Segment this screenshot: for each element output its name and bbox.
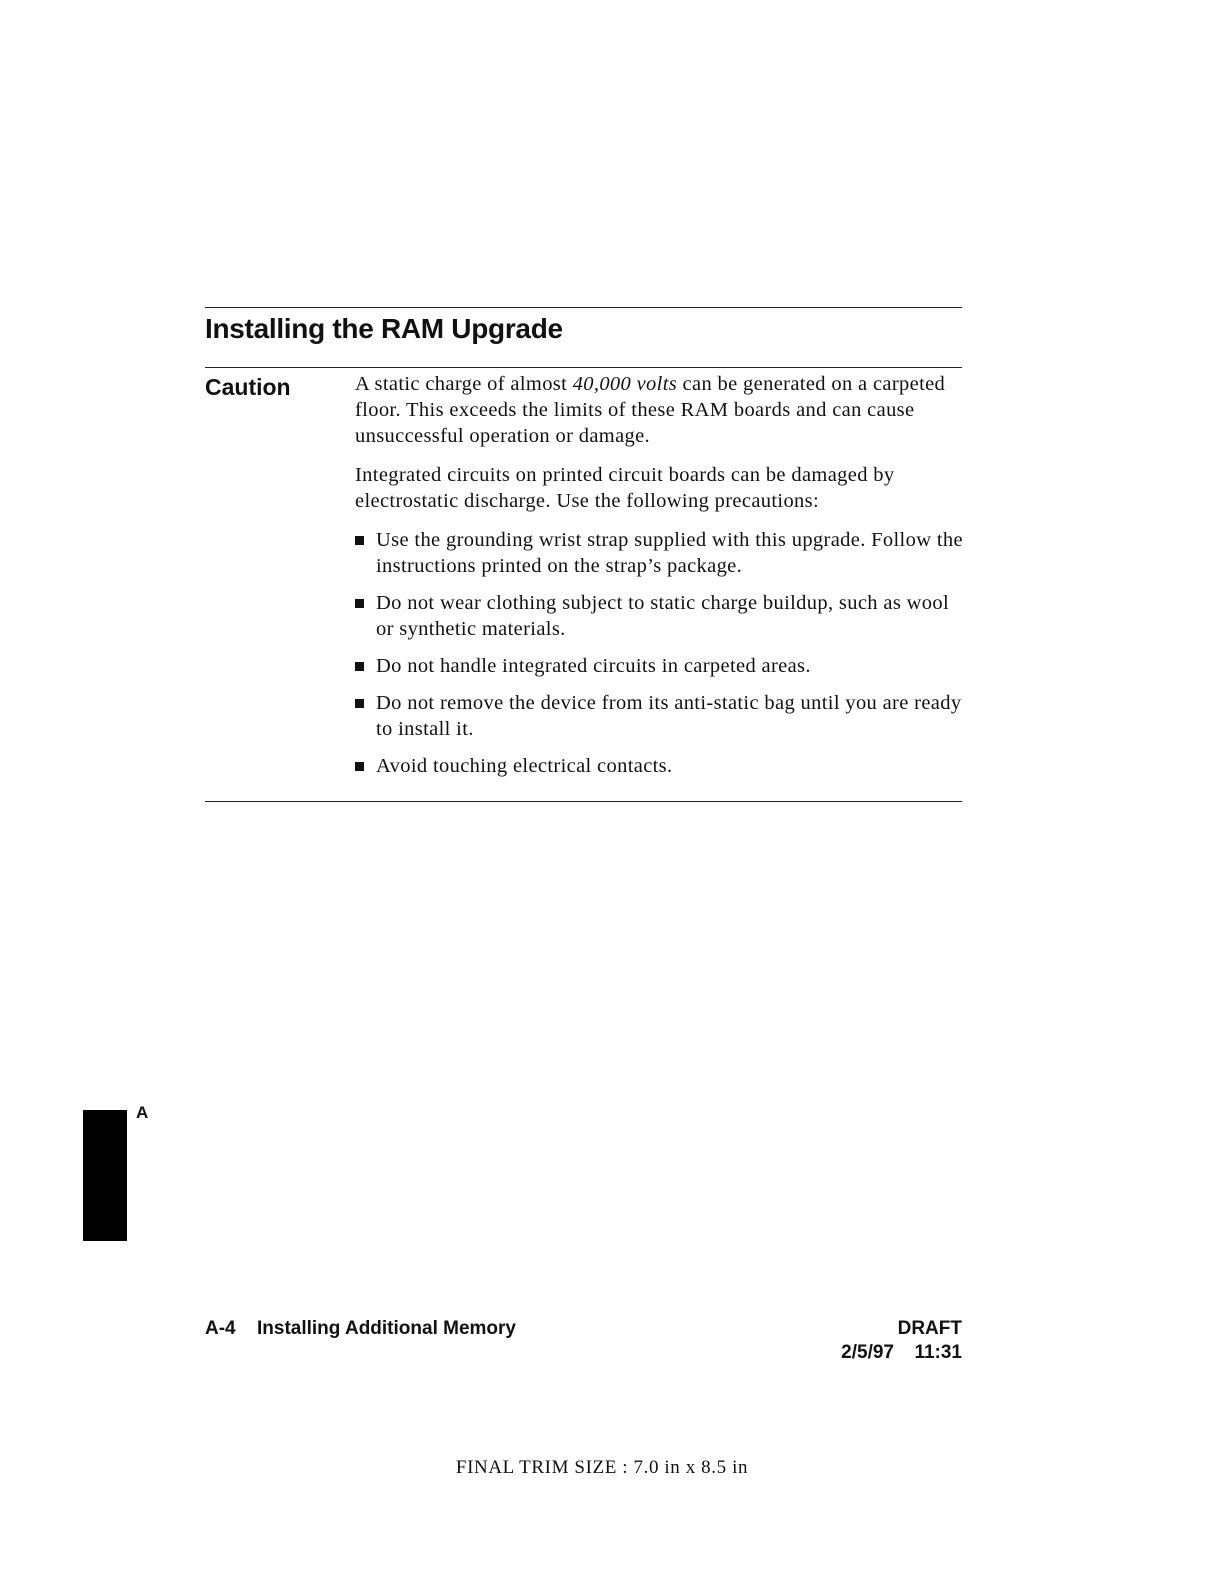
caution-label: Caution	[205, 374, 291, 400]
trim-size-note: FINAL TRIM SIZE : 7.0 in x 8.5 in	[455, 1457, 749, 1478]
precaution-item	[355, 527, 965, 579]
chapter-title: Installing Additional Memory	[257, 1318, 516, 1339]
square-bullet-icon	[355, 699, 364, 708]
section-top-rule	[205, 307, 962, 308]
precaution-item	[355, 690, 965, 742]
caution-body	[355, 371, 965, 790]
caution-paragraph-esd: Integrated circuits on printed circuit boards can be damaged by electrostatic discharge. Use the following precautions:	[355, 464, 895, 512]
precaution-item	[355, 590, 965, 642]
precaution-item	[355, 653, 965, 679]
voltage-emphasis: 40,000 volts	[572, 373, 678, 395]
square-bullet-icon	[355, 662, 364, 671]
page-number: A-4	[205, 1318, 236, 1339]
caution-bottom-rule	[205, 801, 962, 802]
draft-time: 11:31	[914, 1342, 962, 1363]
precaution-text: Do not wear clothing subject to static charge buildup, such as wool or synthetic materials.	[376, 592, 950, 640]
thumb-tab-letter: A	[136, 1103, 149, 1122]
square-bullet-icon	[355, 762, 364, 771]
thumb-tab	[83, 1110, 127, 1241]
caution-text: can be generated on a carpeted floor. This exceeds the limits of these RAM boards and can cause unsuccessful operation or damage.	[355, 373, 946, 447]
section-title-rule	[205, 367, 962, 368]
precaution-item	[355, 753, 965, 779]
caution-paragraph-static-charge	[355, 371, 965, 449]
draft-label: DRAFT	[897, 1318, 962, 1339]
precaution-text: Do not handle integrated circuits in carpeted areas.	[376, 655, 811, 677]
precaution-text: Use the grounding wrist strap supplied with this upgrade. Follow the instructions printed on the strap’s package.	[376, 529, 963, 577]
precautions-list	[355, 527, 965, 779]
precaution-text: Do not remove the device from its anti-static bag until you are ready to install it.	[376, 692, 962, 740]
draft-date: 2/5/97	[841, 1342, 894, 1363]
caution-text: A static charge of almost	[355, 373, 573, 395]
precaution-text: Avoid touching electrical contacts.	[376, 755, 673, 777]
square-bullet-icon	[355, 599, 364, 608]
section-title: Installing the RAM Upgrade	[205, 313, 563, 344]
square-bullet-icon	[355, 536, 364, 545]
